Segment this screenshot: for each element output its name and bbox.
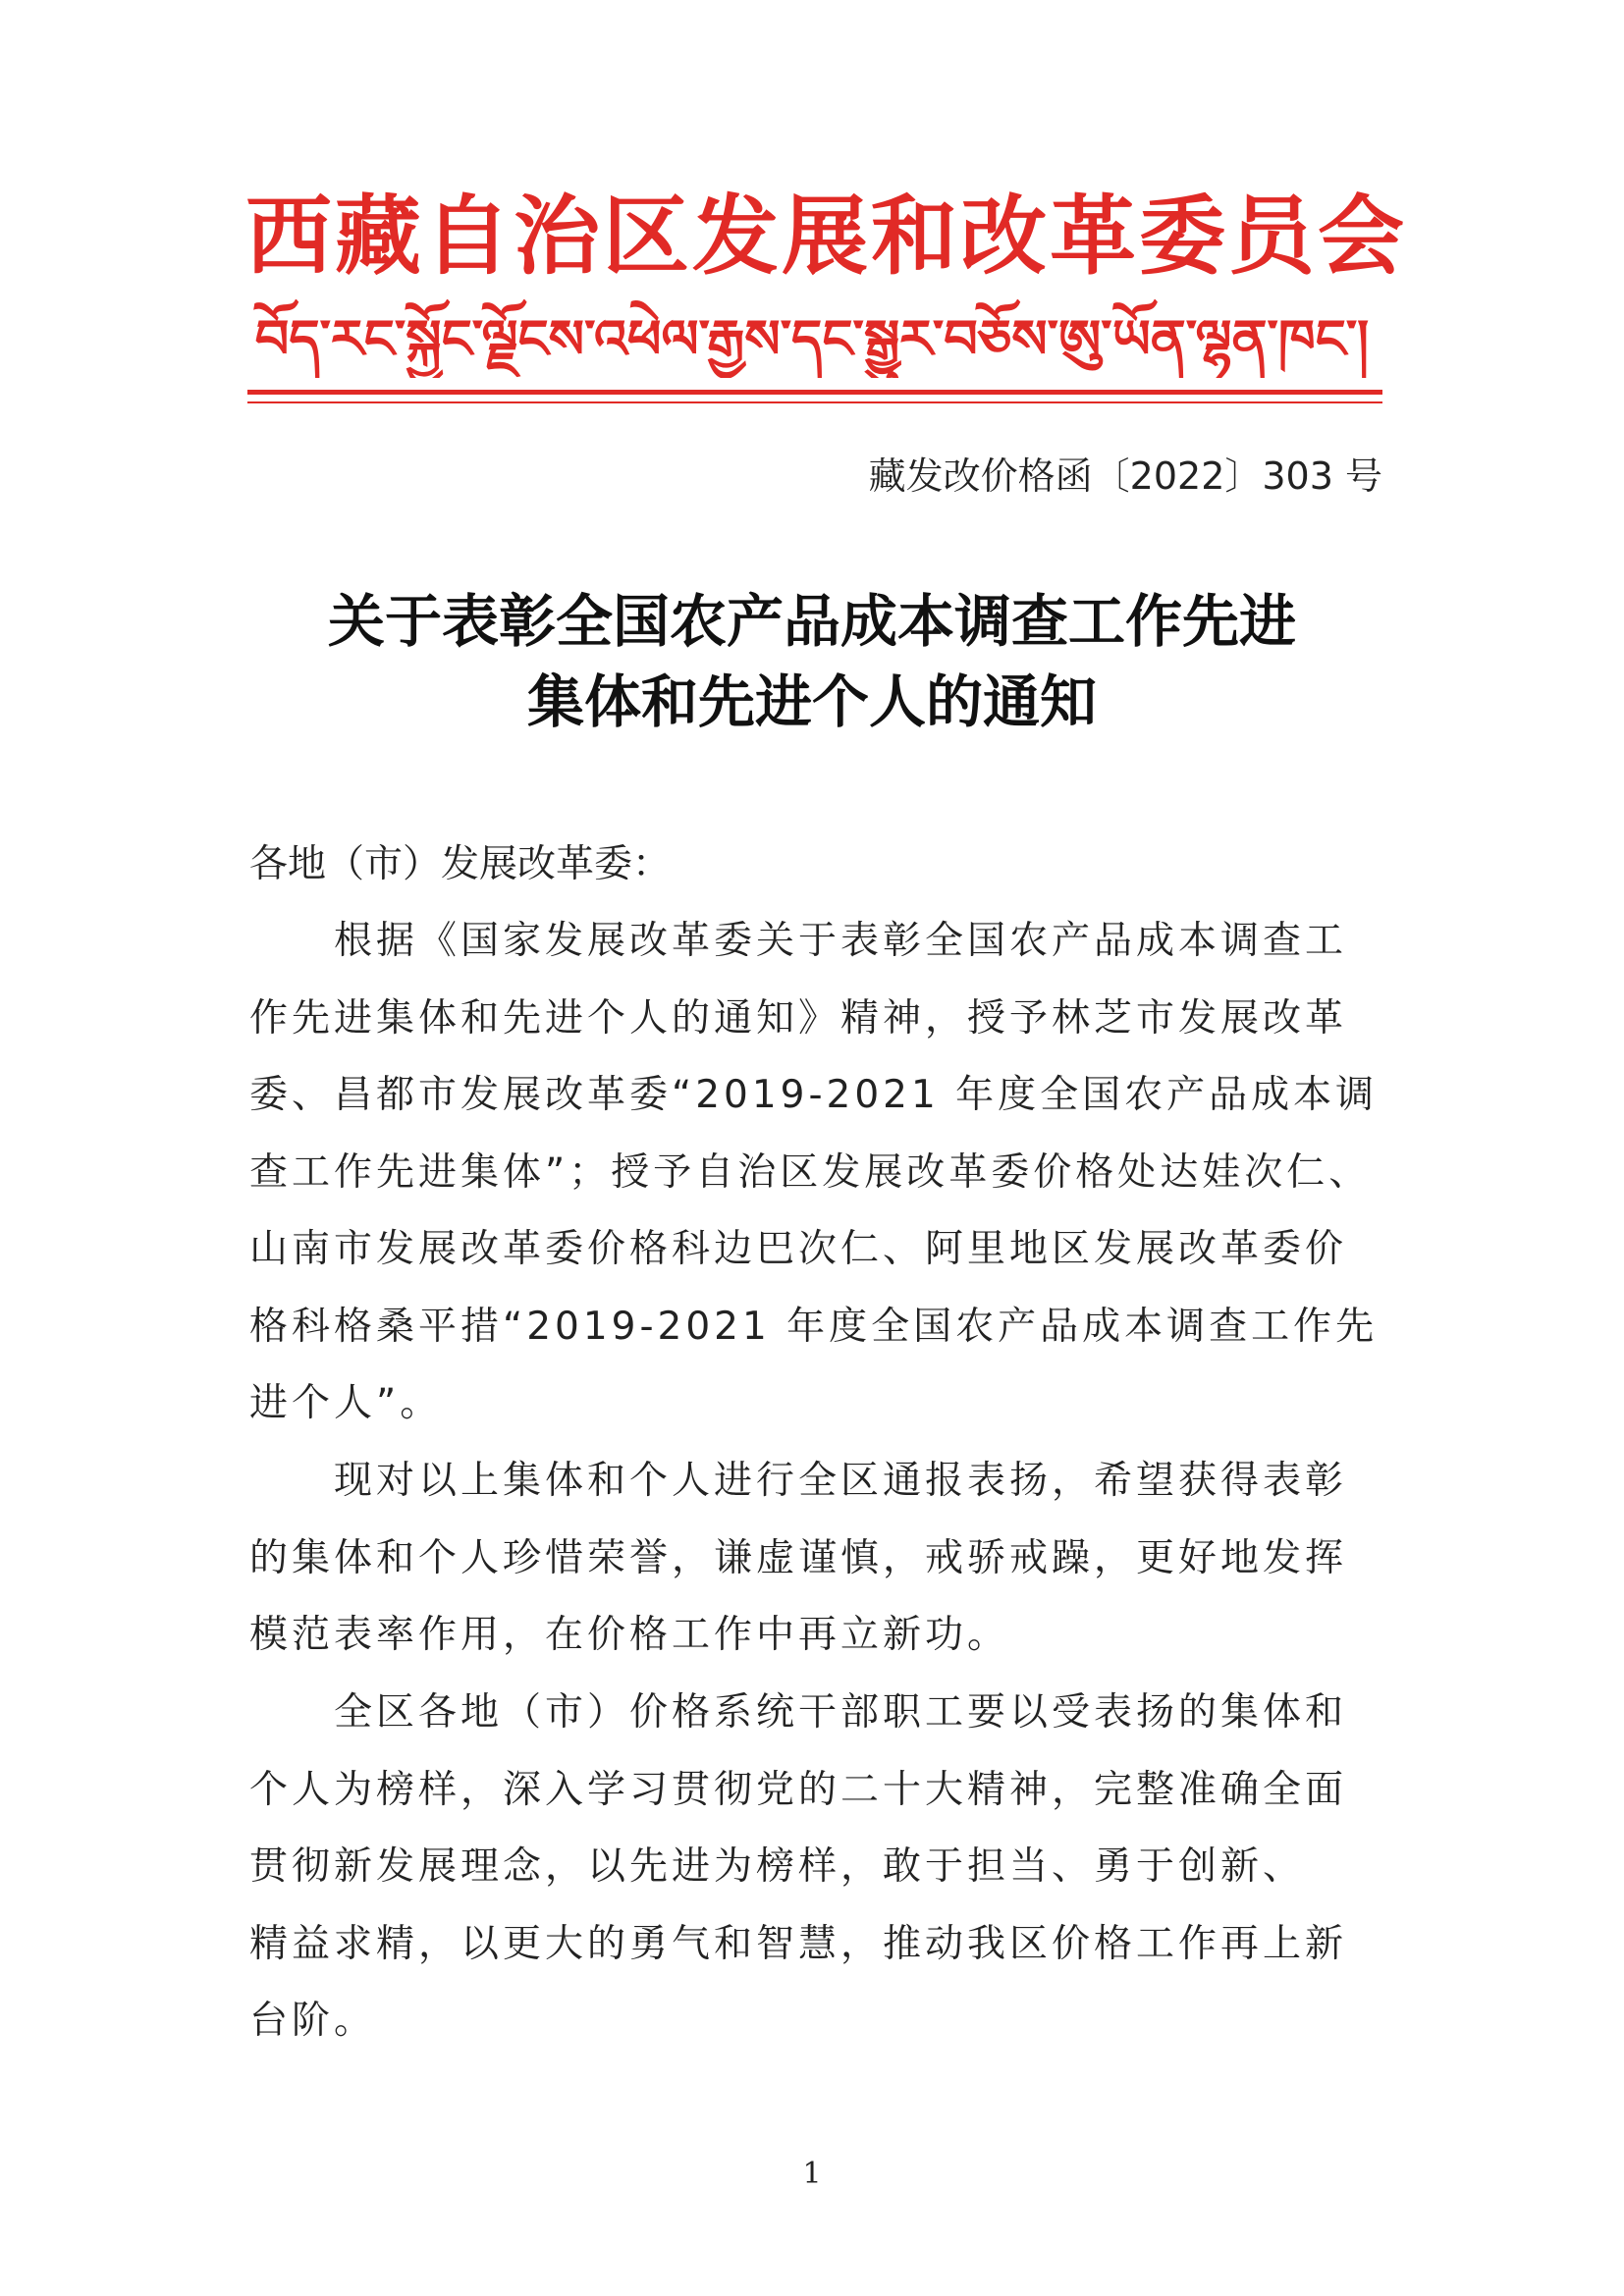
paragraph-line: 模范表率作用，在价格工作中再立新功。 [249,1613,1010,1657]
title-line-2: 集体和先进个人的通知 [526,668,1097,735]
header-rule-thin [247,401,1382,403]
paragraph-award [249,903,1382,1443]
paragraph-call-to-action [249,1675,1382,2060]
paragraph-line: 作先进集体和先进个人的通知》精神，授予林芝市发展改革 [249,995,1348,1041]
org-name-chinese: 西藏自治区发展和改革委员会 [245,185,1408,287]
document-title [245,581,1379,742]
paragraph-line: 全区各地（市）价格系统干部职工要以受表扬的集体和 [334,1690,1348,1735]
paragraph-line: 贯彻新发展理念，以先进为榜样，敢于担当、勇于创新、 [249,1844,1306,1889]
paragraph-commendation [249,1443,1382,1675]
paragraph-line: 委、昌都市发展改革委“2019-2021 年度全国农产品成本调 [249,1073,1379,1117]
paragraph-line: 格科格桑平措“2019-2021 年度全国农产品成本调查工作先 [249,1304,1379,1349]
paragraph-line: 个人为榜样，深入学习贯彻党的二十大精神，完整准确全面 [249,1767,1348,1812]
paragraph-line: 精益求精，以更大的勇气和智慧，推动我区价格工作再上新 [249,1921,1348,1966]
paragraph-line: 进个人”。 [249,1381,443,1425]
header-rule-thick [247,390,1382,395]
salutation: 各地（市）发展改革委： [249,842,672,886]
document-number: 藏发改价格函〔2022〕303 号 [868,454,1382,498]
paragraph-line: 现对以上集体和个人进行全区通报表扬，希望获得表彰 [334,1459,1348,1503]
paragraph-line: 根据《国家发展改革委关于表彰全国农产品成本调查工 [334,919,1348,963]
title-line-1: 关于表彰全国农产品成本调查工作先进 [327,588,1296,655]
org-name-tibetan: བོད་རང་སྐྱོང་ལྗོངས་འཕེལ་རྒྱས་དང་སྒྱུར་བཅོས་ཨུ་ཡོན་ལྷན་ཁང་། [254,307,1370,370]
paragraph-line: 台阶。 [249,1999,377,2043]
paragraph-line: 的集体和个人珍惜荣誉，谦虚谨慎，戒骄戒躁，更好地发挥 [249,1535,1348,1580]
paragraph-line: 查工作先进集体”；授予自治区发展改革委价格处达娃次仁、 [249,1149,1372,1195]
paragraph-line: 山南市发展改革委价格科边巴次仁、阿里地区发展改革委价 [249,1227,1348,1271]
page-number: 1 [802,2157,822,2191]
